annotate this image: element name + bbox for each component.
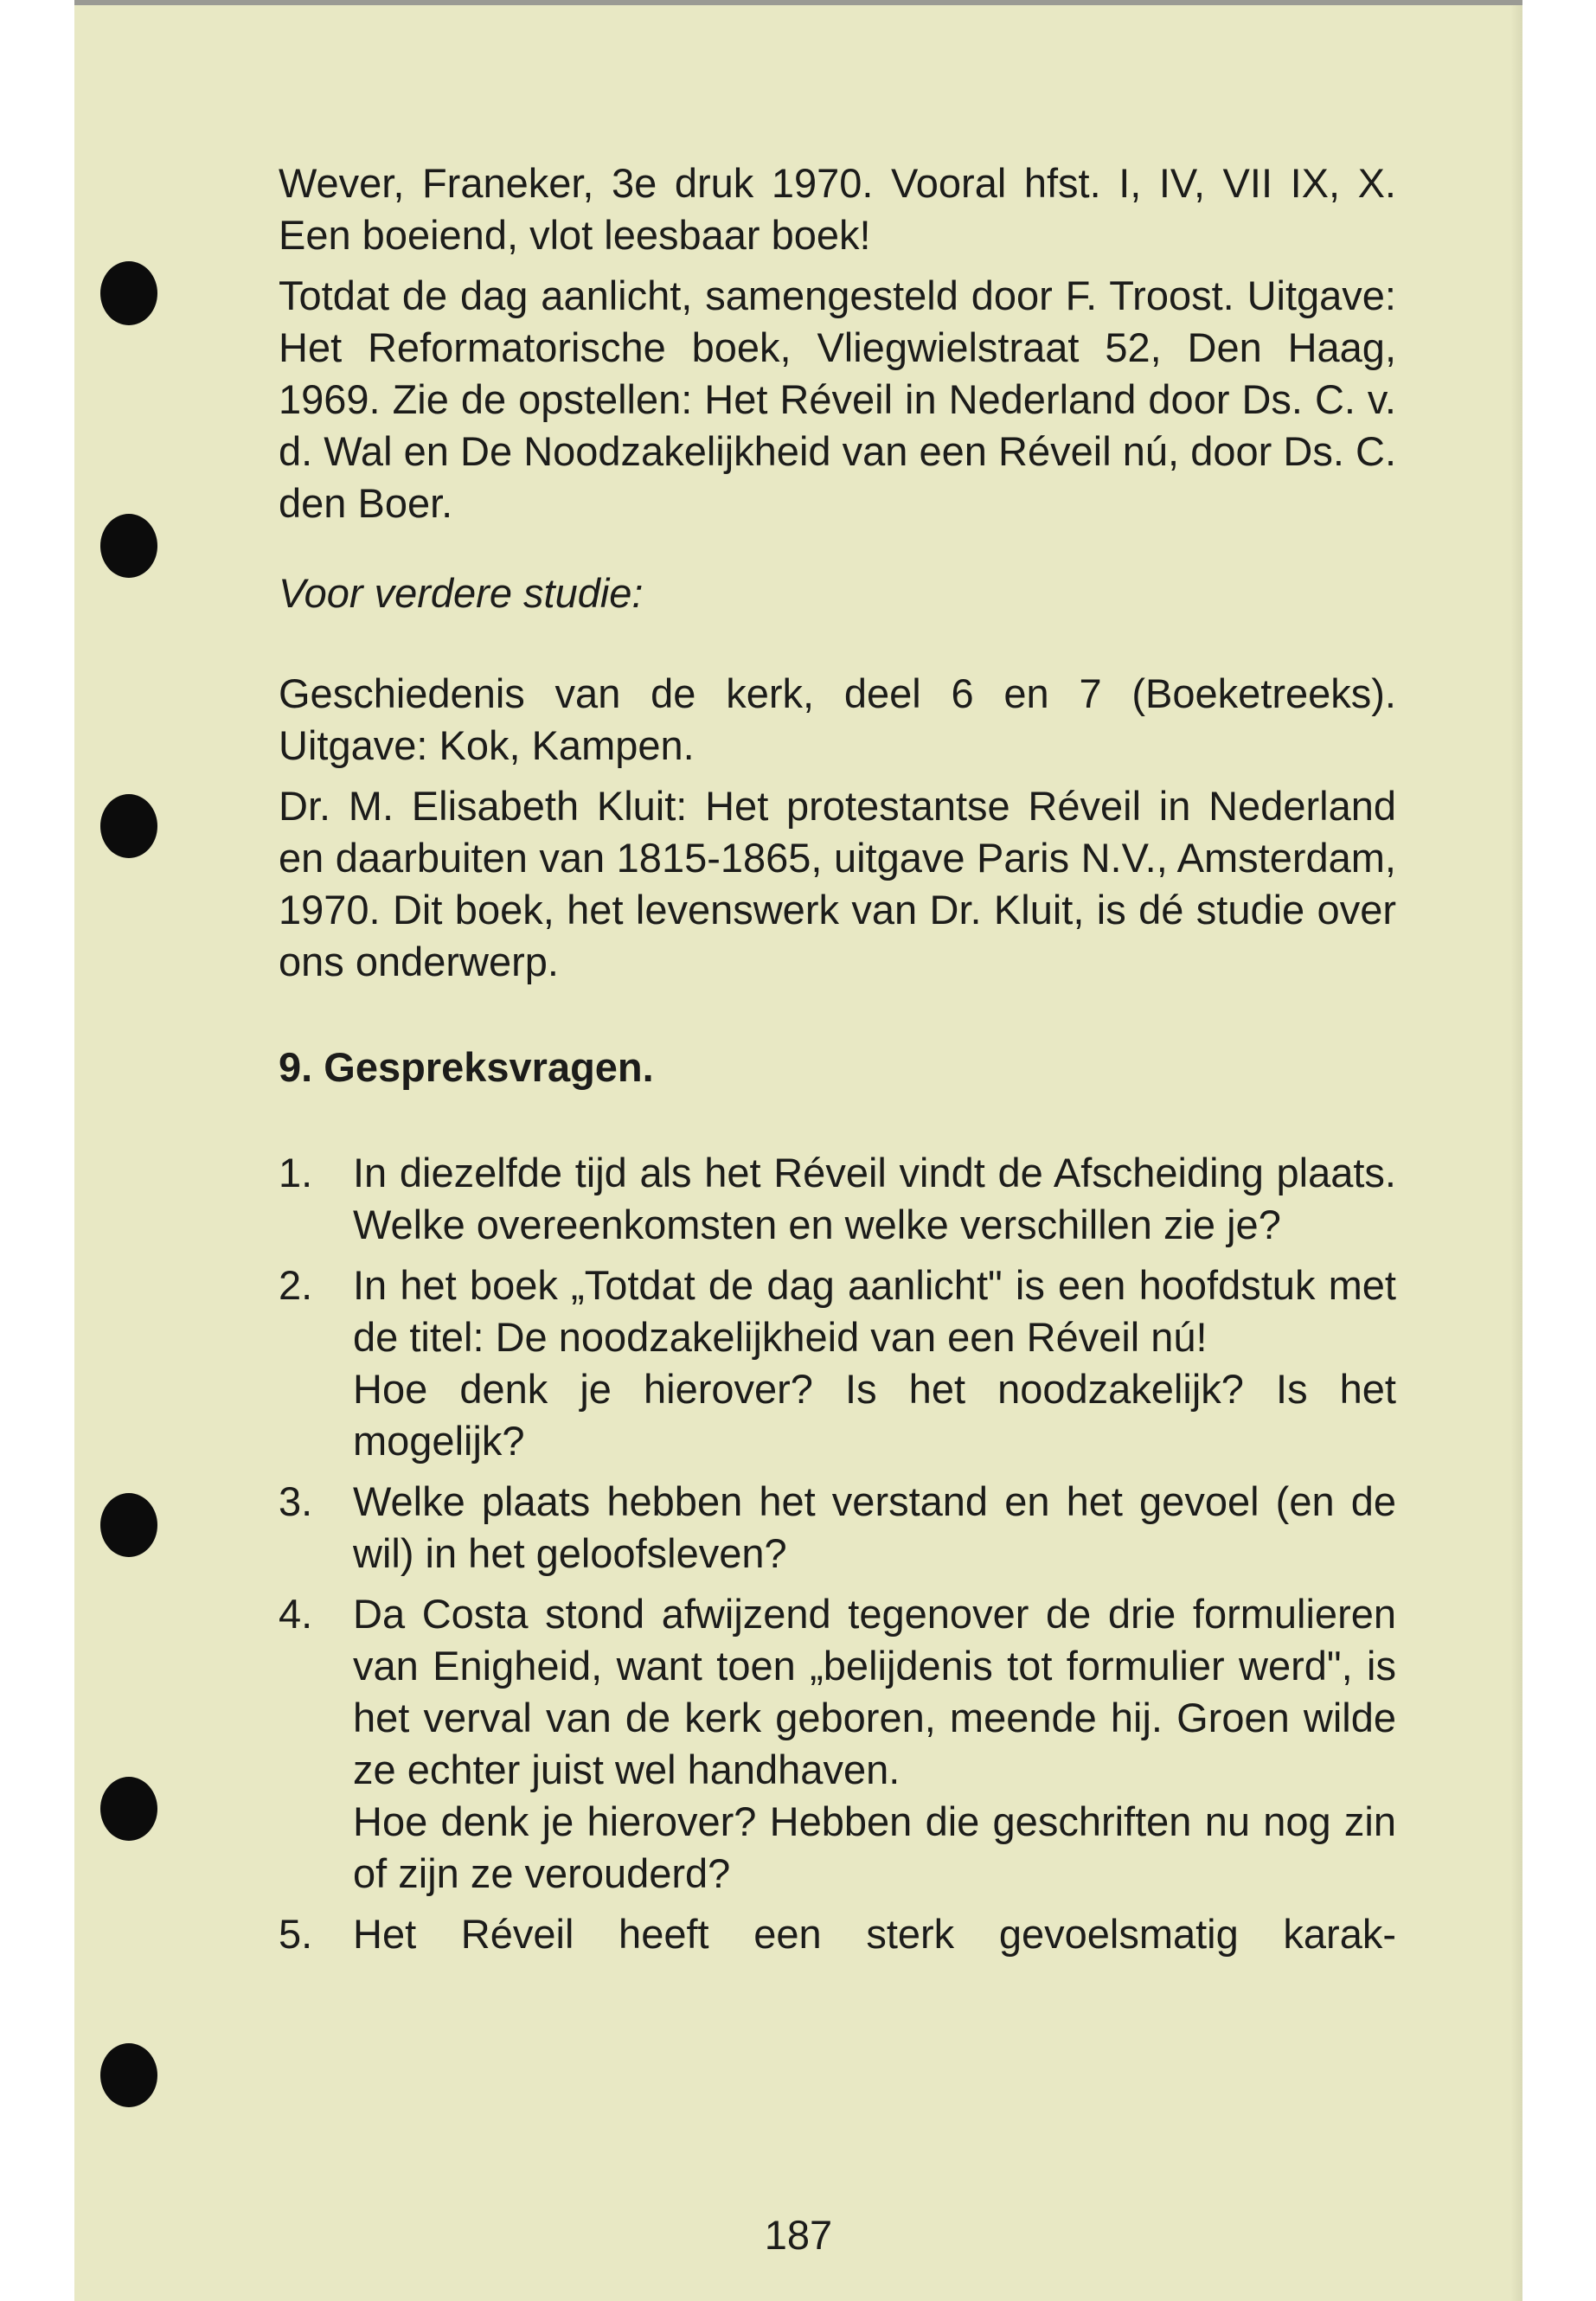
question-body	[353, 1147, 1396, 1251]
book-page	[74, 0, 1522, 2301]
question-text: Da Costa stond afwijzend tegenover de drie formulieren van Enigheid, want toen „belijdenis tot formulier werd", is het verval van de kerk geboren, meende hij. Groen wilde ze echter juist wel handhaven.	[353, 1591, 1396, 1792]
binder-hole-2	[100, 514, 157, 578]
question-body	[353, 1476, 1396, 1580]
question-item	[279, 1476, 1396, 1580]
question-item	[279, 1588, 1396, 1900]
question-number: 5.	[279, 1911, 313, 1957]
question-item	[279, 1908, 1396, 1960]
question-number: 1.	[279, 1150, 313, 1195]
question-body	[353, 1259, 1396, 1467]
question-number: 2.	[279, 1262, 313, 1308]
question-body	[353, 1588, 1396, 1900]
question-text: Welke plaats hebben het verstand en het gevoel (en de wil) in het geloofsleven?	[353, 1478, 1396, 1576]
further-study-list	[279, 668, 1396, 988]
further-study-title: Voor verdere studie:	[279, 570, 644, 616]
further-study-entry: Dr. M. Elisabeth Kluit: Het protestantse Réveil in Nederland en daarbuiten van 1815-1865, uitgave Paris N.V., Amsterdam, 1970. Dit boek, het levenswerk van Dr. Kluit, is dé studie over ons onderwerp.	[279, 783, 1396, 984]
question-number: 3.	[279, 1478, 313, 1524]
binder-hole-5	[100, 1777, 157, 1841]
question-text: Hoe denk je hierover? Hebben die geschriften nu nog zin of zijn ze verouderd?	[353, 1798, 1396, 1896]
question-text: In diezelfde tijd als het Réveil vindt de Afscheiding plaats. Welke overeenkomsten en welke verschillen zie je?	[353, 1150, 1396, 1247]
question-number: 4.	[279, 1591, 313, 1637]
section-heading: 9. Gespreksvragen.	[279, 1044, 654, 1090]
reference-entry: Wever, Franeker, 3e druk 1970. Vooral hfst. I, IV, VII IX, X. Een boeiend, vlot leesbaar boek!	[279, 160, 1396, 258]
question-item	[279, 1147, 1396, 1251]
question-list	[279, 1147, 1396, 1960]
question-text: Hoe denk je hierover? Is het noodzakelijk? Is het mogelijk?	[353, 1366, 1396, 1464]
question-text: Het Réveil heeft een sterk gevoelsmatig karak-	[353, 1911, 1396, 1957]
question-text: In het boek „Totdat de dag aanlicht" is een hoofdstuk met de titel: De noodzakelijkheid van een Réveil nú!	[353, 1262, 1396, 1360]
binder-hole-6	[100, 2043, 157, 2107]
binder-hole-3	[100, 794, 157, 858]
binder-hole-4	[100, 1493, 157, 1557]
page-text	[279, 157, 1396, 1960]
question-body	[353, 1908, 1396, 1960]
question-item	[279, 1259, 1396, 1467]
page-number: 187	[764, 2212, 833, 2258]
binder-hole-1	[100, 261, 157, 325]
page-edge-shadow	[1510, 5, 1522, 2301]
further-study-entry: Geschiedenis van de kerk, deel 6 en 7 (Boeketreeks). Uitgave: Kok, Kampen.	[279, 670, 1396, 768]
reference-entry: Totdat de dag aanlicht, samengesteld door F. Troost. Uitgave: Het Reformatorische boek, Vliegwielstraat 52, Den Haag, 1969. Zie de opstellen: Het Réveil in Nederland door Ds. C. v. d. Wal en De Noodzakelijkheid van een Réveil nú, door Ds. C. den Boer.	[279, 272, 1396, 526]
